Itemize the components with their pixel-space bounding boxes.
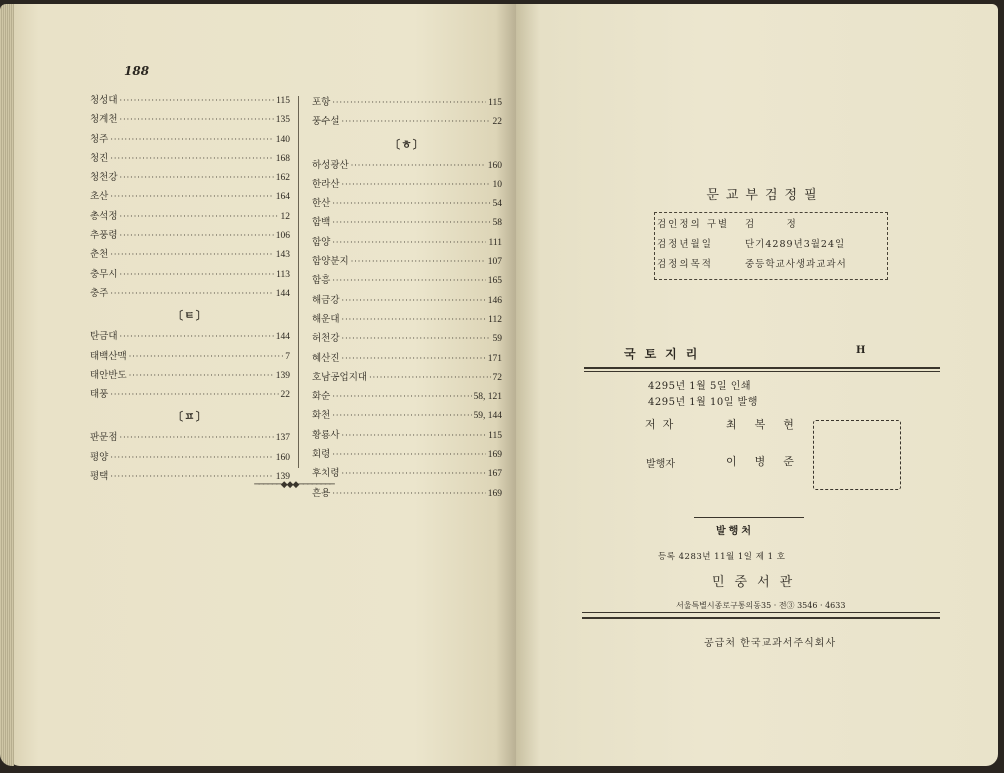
approval-box (654, 212, 888, 280)
index-entry: 평양 ····· 160 (90, 449, 290, 468)
index-entry: 충무시 ····· 113 (90, 266, 290, 285)
print-date: 4295년 1월 5일 인쇄 (648, 381, 752, 392)
index-entry: 탄금대 ····· 144 (90, 328, 290, 347)
publisher-address: 서울특별시종로구통의동35 · 전③ 3546 · 4633 (676, 601, 846, 610)
title-rule-thick (584, 367, 940, 369)
index-entry: 풍수설 ····· 22 (312, 113, 502, 132)
index-entry: 한라산 ····· 10 (312, 176, 502, 195)
index-entry: 하성광산 ····· 160 (312, 157, 502, 176)
index-entry: 태풍 ····· 22 (90, 386, 290, 405)
index-entry: 호남공업지대 ····· 72 (312, 369, 502, 388)
approval-row: 검정년월일 단기4289년3월24일 (657, 239, 846, 250)
page-number: 188 (124, 64, 150, 78)
index-entry: 춘천 ····· 143 (90, 246, 290, 265)
approval-row: 검정의목적 중등학교사생과교과서 (657, 259, 847, 270)
index-entry: 평택 ····· 139 (90, 468, 290, 487)
publisher-person-label: 발행자 (646, 459, 675, 470)
publisher-header: 발행처 (716, 526, 754, 537)
approval-row: 검인정의 구별 검 정 (657, 219, 797, 230)
registration: 등록 4283년 11월 1일 제 1 호 (658, 552, 786, 562)
index-entry: 한산 ····· 54 (312, 195, 502, 214)
pub-rule-thin (582, 612, 940, 613)
index-entry: 후치령 ····· 167 (312, 465, 502, 484)
pub-rule-thick (582, 617, 940, 619)
author-name: 최복현 (726, 418, 812, 431)
index-entry: 흔용 ····· 169 (312, 485, 502, 504)
index-entry: 함흥 ····· 165 (312, 272, 502, 291)
index-entry: 청진 ····· 168 (90, 150, 290, 169)
title-rule-thin (584, 371, 940, 372)
section-header-p: 〔ㅍ〕 (172, 410, 208, 424)
section-header-t: 〔ㅌ〕 (172, 309, 208, 323)
index-entry: 함백 ····· 58 (312, 214, 502, 233)
ornament-divider-icon: ──────◆◆◆──────── (254, 480, 334, 490)
index-entry: 추풍령 ····· 106 (90, 227, 290, 246)
index-entry: 회령 ····· 169 (312, 446, 502, 465)
publisher-person-name: 이병준 (726, 455, 812, 468)
pub-rule-top (694, 517, 804, 518)
index-entry: 함양 ····· 111 (312, 234, 502, 253)
index-entry: 해운대 ····· 112 (312, 311, 502, 330)
index-entry: 화천 ····· 59, 144 (312, 407, 502, 426)
index-entry: 허천강 ····· 59 (312, 330, 502, 349)
index-entry: 해금강 ····· 146 (312, 292, 502, 311)
grade-label: H (856, 345, 866, 356)
section-header-h: 〔ㅎ〕 (389, 137, 425, 151)
index-entry: 청성대 ····· 115 (90, 92, 290, 111)
book-title: 국토지리 (624, 347, 707, 361)
index-column-2 (312, 94, 502, 504)
right-page (516, 4, 998, 766)
index-entry: 혜산진 ····· 171 (312, 350, 502, 369)
index-entry: 총석정 ····· 12 (90, 208, 290, 227)
index-entry: 태안반도 ····· 139 (90, 367, 290, 386)
index-entry: 태백산맥 ····· 7 (90, 348, 290, 367)
index-entry: 초산 ····· 164 (90, 188, 290, 207)
publish-date: 4295년 1월 10일 발행 (648, 397, 758, 408)
index-entry: 포항 ····· 115 (312, 94, 502, 113)
index-entry: 청계천 ····· 135 (90, 111, 290, 130)
index-entry: 화순 ····· 58, 121 (312, 388, 502, 407)
index-column-1 (90, 92, 290, 487)
index-entry: 청주 ····· 140 (90, 131, 290, 150)
seal-stamp-box (813, 420, 901, 490)
column-divider (298, 96, 299, 468)
supplier: 공급처 한국교과서주식회사 (704, 638, 837, 649)
publisher-name: 민중서관 (712, 575, 803, 590)
page-edge (0, 4, 14, 766)
index-entry: 충주 ····· 144 (90, 285, 290, 304)
author-label: 저자 (645, 418, 681, 431)
approval-title: 문교부검정필 (706, 188, 824, 203)
index-entry: 황룡사 ····· 115 (312, 427, 502, 446)
index-entry: 청천강 ····· 162 (90, 169, 290, 188)
index-entry: 함양분지 ····· 107 (312, 253, 502, 272)
index-entry: 판문점 ····· 137 (90, 429, 290, 448)
